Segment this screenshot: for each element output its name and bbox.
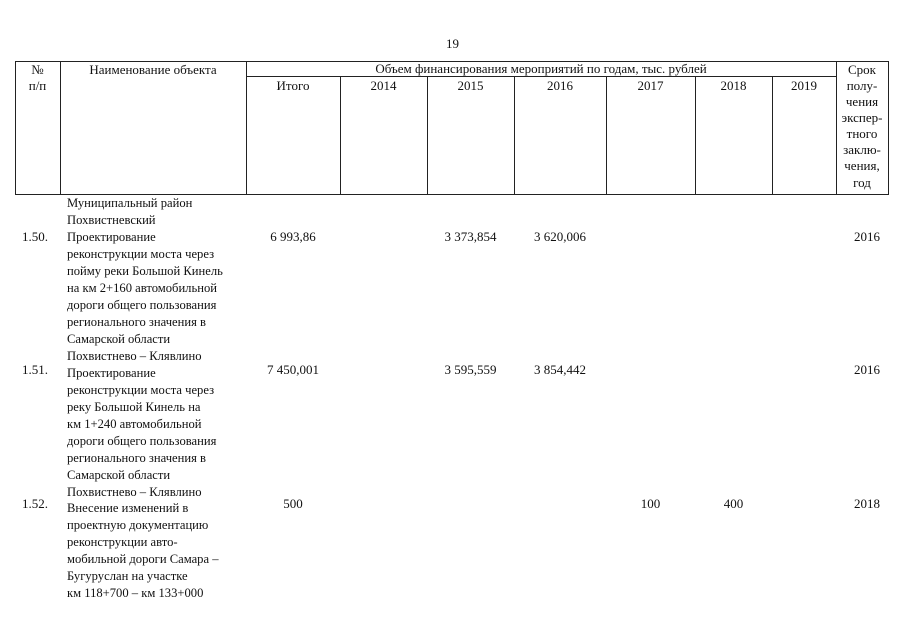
header-year-2017: 2017 (637, 78, 664, 93)
col-border-right (888, 61, 889, 195)
header-financing: Объем финансирования мероприятий по годам, тыс. рублей (375, 61, 707, 76)
header-year-2018: 2018 (720, 78, 747, 93)
row-total: 500 (283, 496, 303, 511)
row-2017: 100 (640, 496, 661, 511)
header-year-2019: 2019 (791, 78, 817, 93)
header-num-line2: п/п (28, 78, 47, 93)
row-deadline: 2018 (854, 496, 880, 511)
header-name: Наименование объекта (89, 62, 217, 77)
row-total: 6 993,86 (270, 229, 316, 244)
page-number: 19 (446, 36, 459, 51)
row-deadline: 2016 (854, 229, 880, 244)
header-num-line1: № (31, 62, 44, 77)
header-year-2015: 2015 (457, 78, 484, 93)
row-2016: 3 854,442 (534, 362, 586, 377)
header-year-2016: 2016 (547, 78, 573, 93)
row-number: 1.52. (22, 496, 48, 511)
row-2015: 3 373,854 (444, 229, 497, 244)
header-year-2014: 2014 (370, 78, 397, 93)
row-number: 1.51. (22, 362, 48, 377)
row-2015: 3 595,559 (444, 362, 497, 377)
row-2016: 3 620,006 (534, 229, 586, 244)
col-border-num (60, 61, 61, 195)
row-number: 1.50. (22, 229, 48, 244)
row-2018: 400 (723, 496, 744, 511)
row-deadline: 2016 (854, 362, 880, 377)
row-total: 7 450,001 (267, 362, 319, 377)
header-total: Итого (276, 78, 310, 93)
